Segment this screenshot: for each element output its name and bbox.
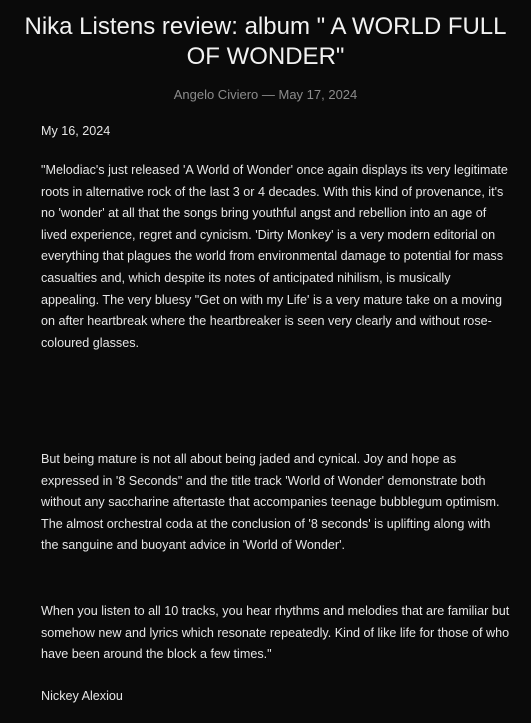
review-paragraph-1: "Melodiac's just released 'A World of Wonder' once again displays its very legitimate roots in alternative rock of the last 3 or 4 decades. With this kind of provenance, it's no 'wonder' at all that the songs bring youthful angst and rebellion into an age of lived experience, regret and cynicism. 'Dirty Monkey' is a very modern editorial on everything that plagues the world from environmental damage to potential for mass casualties and, which despite its notes of anticipated nihilism, is musically appealing. The very bluesy "Get on with my Life' is a very mature take on a moving on after heartbreak where the heartbreaker is seen very clearly and without rose-coloured glasses. bbox=[41, 163, 508, 350]
review-date: My 16, 2024 bbox=[41, 124, 111, 138]
review-paragraph-3: When you listen to all 10 tracks, you hear rhythms and melodies that are familiar but somehow new and lyrics which resonate repeatedly. Kind of like life for those of who have been around the block a few times." bbox=[41, 604, 510, 662]
article-byline: Angelo Civiero — May 17, 2024 bbox=[173, 87, 358, 102]
review-signature: Nickey Alexiou bbox=[41, 689, 123, 703]
review-paragraph-2: But being mature is not all about being jaded and cynical. Joy and hope as expressed in '8 Seconds" and the title track 'World of Wonder' demonstrate both without any saccharine aftertaste that accompanies teenage bubblegum optimism. The almost orchestral coda at the conclusion of '8 seconds' is uplifting along with the sanguine and buoyant advice in 'World of Wonder'. bbox=[41, 452, 500, 553]
article-title: Nika Listens review: album " A WORLD FULL OF WONDER" bbox=[24, 13, 507, 70]
